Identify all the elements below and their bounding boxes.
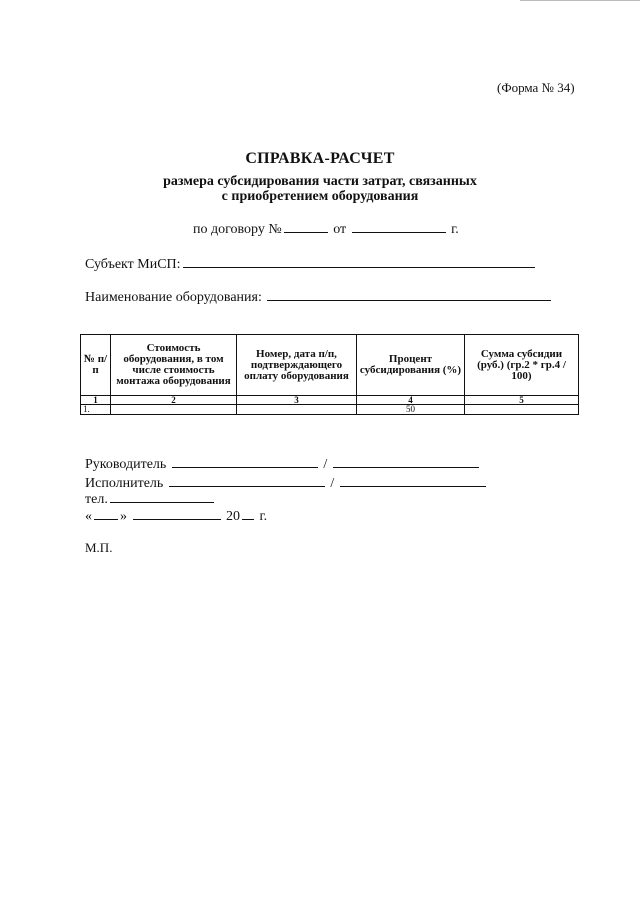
header-subsidy-percent: Процент субсидирования (%) [357,335,465,396]
subject-row [85,253,537,273]
executor-signature-field[interactable] [169,472,325,487]
date-year-field[interactable] [242,505,254,520]
cell-subsidy-percent: 50 [357,405,465,415]
subtitle-line-1: размера субсидирования части затрат, связанных [163,174,477,189]
contract-from: от [333,222,347,237]
subtitle-line-2: с приобретением оборудования [221,189,419,204]
date-year-suffix: г. [259,509,268,524]
equipment-field[interactable] [267,286,551,301]
header-equipment-cost: Стоимость оборудования, в том числе стоимость монтажа оборудования [111,335,237,396]
cell-subsidy-amount[interactable] [465,405,579,415]
table-header-row [81,335,579,396]
column-number: 4 [357,396,465,405]
contract-line [193,218,459,238]
subject-field[interactable] [183,253,535,268]
phone-label: тел. [85,492,108,507]
table-column-numbers-row [81,396,579,405]
slash: / [323,457,328,472]
contract-number-field[interactable] [284,218,328,233]
executor-label: Исполнитель [85,476,164,491]
head-signature-row [85,453,481,473]
slash: / [330,476,335,491]
column-number: 3 [237,396,357,405]
contract-prefix: по договору № [193,222,282,237]
phone-field[interactable] [110,488,214,503]
executor-name-field[interactable] [340,472,486,487]
column-number: 1 [81,396,111,405]
equipment-row [85,286,553,306]
form-number: (Форма № 34) [497,80,575,95]
cell-equipment-cost[interactable] [111,405,237,415]
stamp-label: М.П. [85,540,113,555]
date-year-prefix: 20 [226,509,240,524]
header-payment-order: Номер, дата п/п, подтверждающего оплату оборудования [237,335,357,396]
date-month-field[interactable] [133,505,221,520]
subsidy-table [80,334,579,415]
document-subtitle [0,174,640,204]
date-open-quote: « [85,509,92,524]
cell-row-number: 1. [81,405,111,415]
date-row [85,505,267,525]
header-number: № п/п [81,335,111,396]
head-signature-field[interactable] [172,453,318,468]
table-row [81,405,579,415]
subject-label: Субъект МиСП: [85,257,181,272]
head-label: Руководитель [85,457,167,472]
scan-edge-line [520,0,640,1]
column-number: 5 [465,396,579,405]
header-subsidy-amount: Сумма субсидии (руб.) (гр.2 * гр.4 / 100) [465,335,579,396]
equipment-label: Наименование оборудования: [85,290,262,305]
head-name-field[interactable] [333,453,479,468]
date-close-quote: » [120,509,127,524]
document-title: СПРАВКА-РАСЧЕТ [245,150,395,167]
date-day-field[interactable] [94,505,118,520]
cell-payment-order[interactable] [237,405,357,415]
contract-year-suffix: г. [451,222,459,237]
contract-date-field[interactable] [352,218,446,233]
column-number: 2 [111,396,237,405]
